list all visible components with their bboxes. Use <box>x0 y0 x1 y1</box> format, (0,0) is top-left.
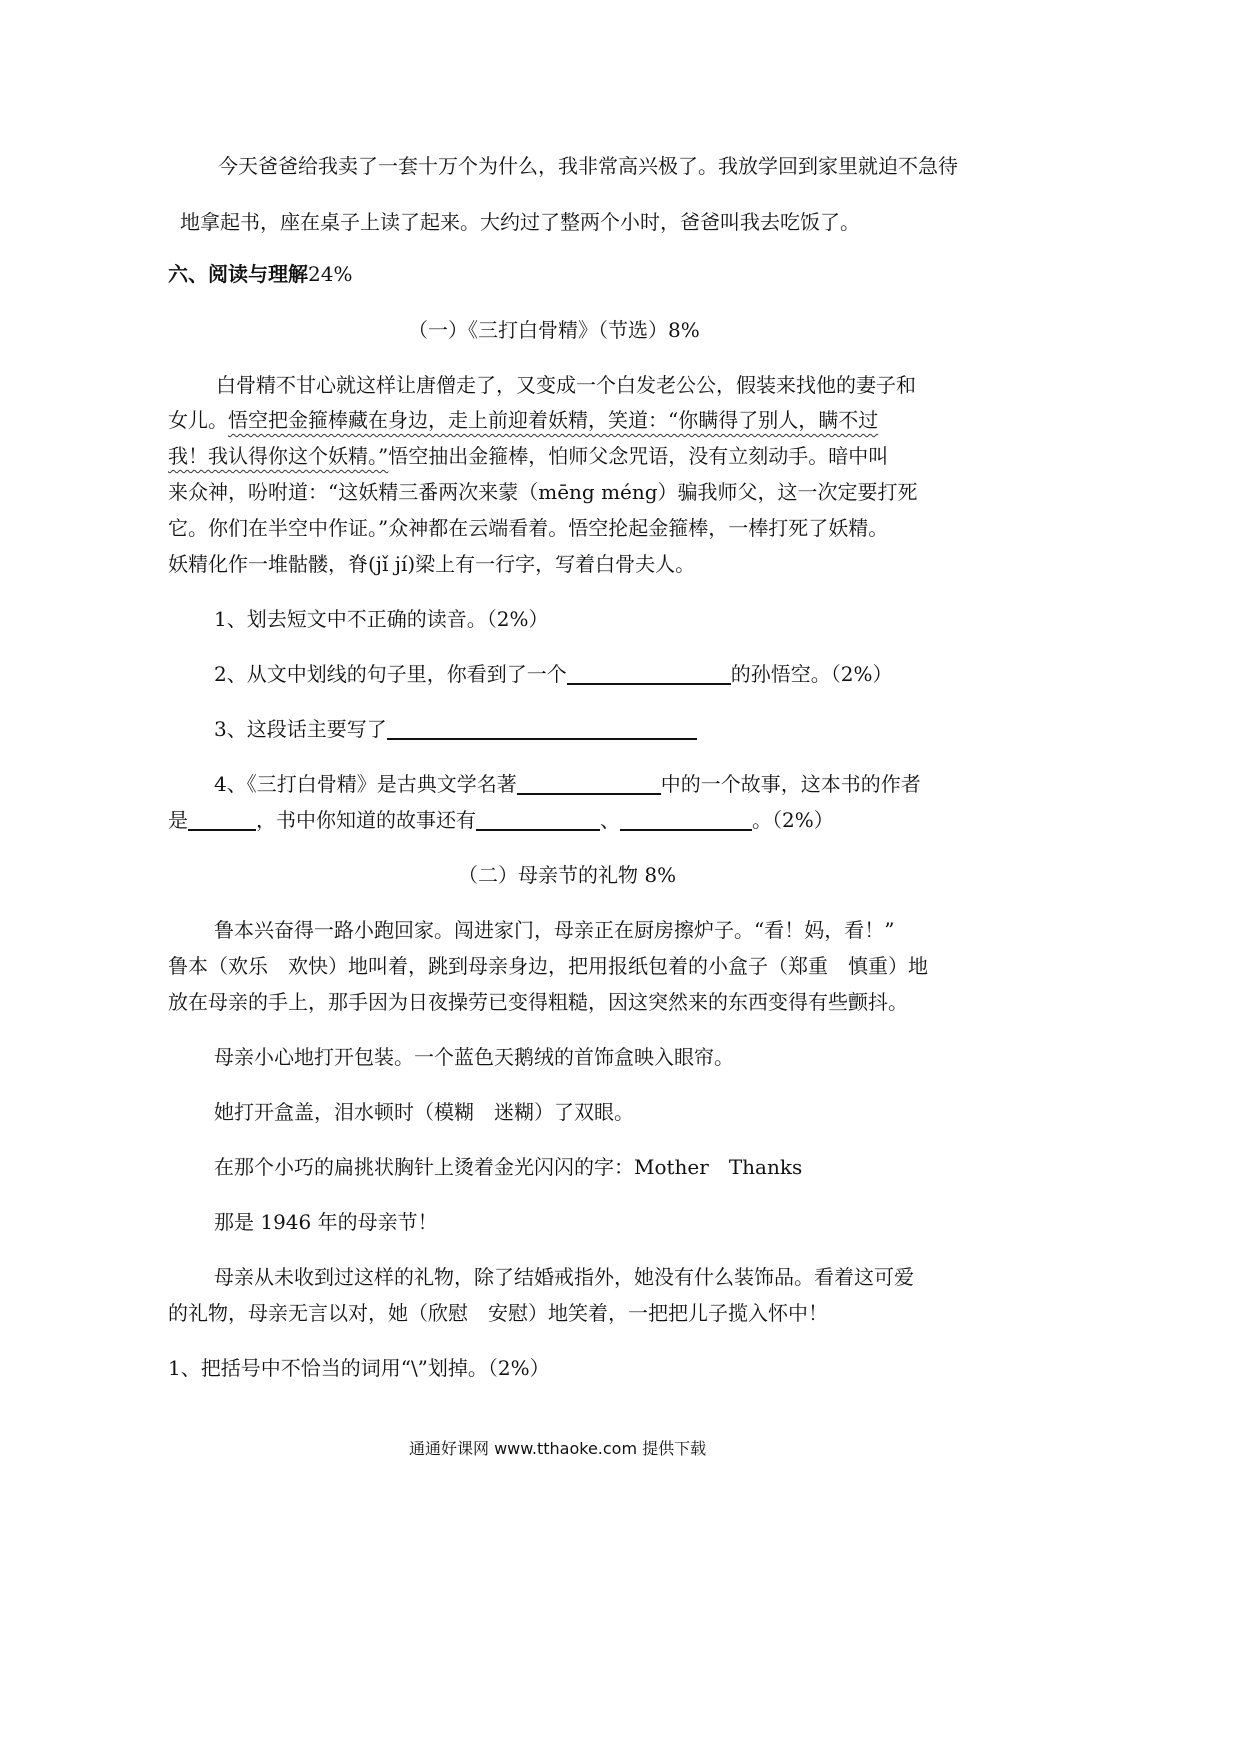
part2-paragraph-line-4: 母亲小心地打开包装。一个蓝色天鹅绒的首饰盒映入眼帘。 <box>214 1045 734 1069</box>
underlined-sentence: 我！我认得你这个妖精。” <box>168 444 389 468</box>
separator: 、 <box>600 808 620 832</box>
part2-paragraph-line-2: 鲁本（欢乐 欢快）地叫着，跳到母亲身边，把用报纸包着的小盒子（郑重 慎重）地 <box>168 954 928 978</box>
intro-line-2: 地拿起书，座在桌子上读了起来。大约过了整两个小时，爸爸叫我去吃饭了。 <box>180 210 860 234</box>
part1-paragraph-line-4: 来众神，吩咐道：“这妖精三番两次来蒙（mēng méng）骗我师父，这一次定要打死 <box>168 480 918 504</box>
question-1: 1、划去短文中不正确的读音。（2%） <box>214 607 549 631</box>
question-2-suffix: 的孙悟空。（2%） <box>730 662 893 686</box>
intro-line-1: 今天爸爸给我卖了一套十万个为什么，我非常高兴极了。我放学回到家里就迫不急待 <box>218 154 958 178</box>
question-4 <box>214 774 921 795</box>
part2-paragraph-line-7: 那是 1946 年的母亲节！ <box>214 1210 438 1234</box>
part1-paragraph-line-3 <box>168 446 888 466</box>
question-3 <box>214 719 697 740</box>
question-4-suffix: 。（2%） <box>752 808 834 832</box>
question-4-text: ，书中你知道的故事还有 <box>256 808 476 832</box>
part1-text: 悟空抽出金箍棒，怕师父念咒语，没有立刻动手。暗中叫 <box>388 444 889 468</box>
part2-question-1: 1、把括号中不恰当的词用“\”划掉。（2%） <box>168 1356 550 1380</box>
part2-paragraph-line-3: 放在母亲的手上，那手因为日夜操劳已变得粗糙，因这突然来的东西变得有些颤抖。 <box>168 990 908 1014</box>
part1-paragraph-line-5: 它。你们在半空中作证。”众神都在云端看着。悟空抡起金箍棒，一棒打死了妖精。 <box>168 516 889 540</box>
footer: 通通好课网 www.tthaoke.com 提供下载 <box>409 1439 707 1458</box>
section-heading <box>168 264 352 284</box>
question-2 <box>214 664 892 685</box>
part1-paragraph-line-6: 妖精化作一堆骷髅，脊(jǐ jí)梁上有一行字，写着白骨夫人。 <box>168 552 696 576</box>
part1-paragraph-line-1: 白骨精不甘心就这样让唐僧走了，又变成一个白发老公公，假装来找他的妻子和 <box>216 373 916 397</box>
question-3-text: 3、这段话主要写了 <box>214 717 387 741</box>
part2-paragraph-line-6: 在那个小巧的扁挑状胸针上烫着金光闪闪的字：Mother Thanks <box>214 1155 803 1179</box>
question-4-text: 4、《三打白骨精》是古典文学名著 <box>214 772 517 796</box>
answer-blank[interactable] <box>476 828 600 831</box>
part1-title: （一）《三打白骨精》（节选）8% <box>408 318 700 342</box>
answer-blank[interactable] <box>620 828 752 831</box>
part1-paragraph-line-2 <box>168 410 878 430</box>
part2-paragraph-line-5: 她打开盒盖，泪水顿时（模糊 迷糊）了双眼。 <box>214 1100 634 1124</box>
part2-paragraph-line-8: 母亲从未收到过这样的礼物，除了结婚戒指外，她没有什么装饰品。看着这可爱 <box>214 1265 914 1289</box>
underlined-sentence: 悟空把金箍棒藏在身边，走上前迎着妖精，笑道：“你瞒得了别人，瞒不过 <box>228 408 879 432</box>
answer-blank[interactable] <box>567 682 731 685</box>
part2-paragraph-line-9: 的礼物，母亲无言以对，她（欣慰 安慰）地笑着，一把把儿子揽入怀中！ <box>168 1301 828 1325</box>
section-score: 24% <box>308 262 353 286</box>
question-4-text: 是 <box>168 808 188 832</box>
answer-blank[interactable] <box>387 737 697 740</box>
part2-title: （二）母亲节的礼物 8% <box>458 863 677 887</box>
answer-blank[interactable] <box>188 828 256 831</box>
part2-paragraph-line-1: 鲁本兴奋得一路小跑回家。闯进家门，母亲正在厨房擦炉子。“看！妈，看！” <box>214 918 895 942</box>
question-4-text-cont: 中的一个故事，这本书的作者 <box>660 772 921 796</box>
answer-blank[interactable] <box>517 792 661 795</box>
part1-text: 女儿。 <box>168 408 228 432</box>
question-4-line-2 <box>168 810 834 831</box>
section-heading-text: 六、阅读与理解 <box>168 262 308 286</box>
question-2-text: 2、从文中划线的句子里，你看到了一个 <box>214 662 567 686</box>
